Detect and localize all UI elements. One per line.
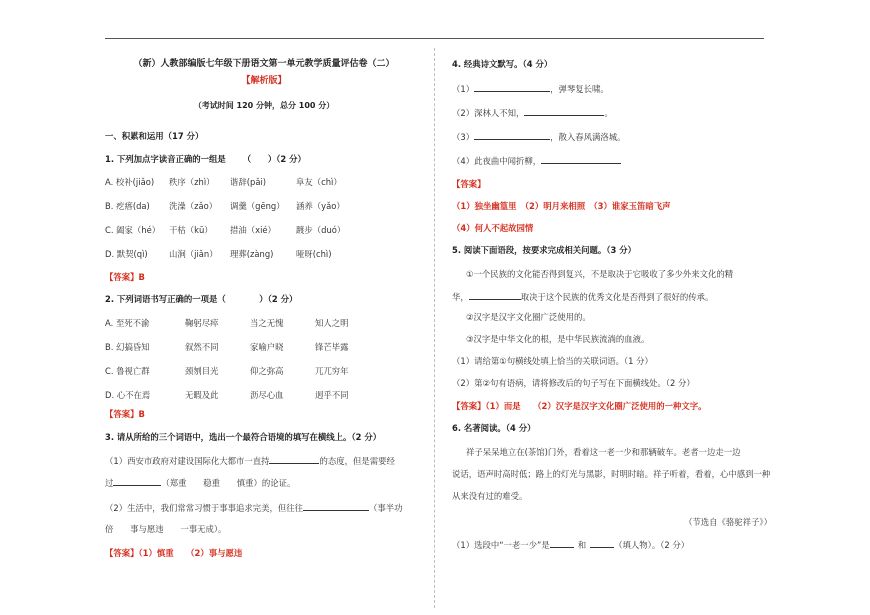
q6-para1: 祥子呆呆地立在(茶馆)门外，看着这一老一少和那辆破车。老者一边走一边 xyxy=(466,447,741,457)
q6-sub1-and: 和 xyxy=(577,540,587,550)
q1-option-b2: 洗澡（zǎo） xyxy=(169,201,218,211)
q4-l2-end: 。 xyxy=(604,108,613,118)
q3-part2 xyxy=(105,501,402,514)
q4-line4 xyxy=(452,154,621,167)
q6-source: （节选自《骆驼祥子》） xyxy=(684,517,772,527)
q3-blank-3[interactable] xyxy=(303,501,369,511)
q3-p1-options: （郑重 稳重 慎重）的论证。 xyxy=(161,478,296,488)
column-divider xyxy=(434,48,435,608)
q1-options xyxy=(105,176,423,276)
q1-option-d3: 理葬(zàng) xyxy=(230,249,274,259)
q1-option-d2: 山涧（jiǎn） xyxy=(169,249,218,259)
q4-l1-prefix: （1） xyxy=(452,84,475,94)
q3-answer xyxy=(105,547,242,559)
q1-option-b3: 调羹（gēng） xyxy=(230,201,285,211)
q6-para3: 从来没有过的难受。 xyxy=(452,491,528,501)
q4-answer-label: 【答案】 xyxy=(452,179,486,189)
q2-option-a: A. 至死不渝 xyxy=(105,318,150,328)
q6-blank-2[interactable] xyxy=(590,538,614,548)
q4-blank-4[interactable] xyxy=(541,154,621,164)
exam-info: （考试时间 120 分钟，总分 100 分） xyxy=(193,101,335,110)
q2-option-c: C. 鲁视亡群 xyxy=(105,366,150,376)
q4-l4-text: （4）此夜曲中闻折柳， xyxy=(452,156,542,166)
q3-answer-text: （1）慎重 （2）事与愿违 xyxy=(138,548,243,558)
q3-p1-text2: 的态度，但是需要经 xyxy=(319,456,395,466)
q3-part1 xyxy=(105,454,395,467)
q4-answer-line2: （4）何人不起故园情 xyxy=(452,223,534,233)
q6-sub1-end: （填人物）。（2 分） xyxy=(614,540,690,550)
q4-l2-text: （2）深林人不知， xyxy=(452,108,525,118)
q1-option-c2: 干枯（kū） xyxy=(169,225,213,235)
q5-para1: ①一个民族的文化能否得到复兴，不是取决于它吸收了多少外来文化的精 xyxy=(466,269,734,279)
q2-option-b4: 锋芒毕露 xyxy=(315,342,349,352)
q2-answer: 【答案】B xyxy=(105,409,145,419)
q3-answer-label: 【答案】 xyxy=(105,548,139,558)
q4-answer-line1: （1）独坐幽篁里 （2）明月来相照 （3）谁家玉笛暗飞声 xyxy=(452,201,671,211)
question-1-stem xyxy=(105,153,306,165)
q4-line3 xyxy=(452,130,625,143)
q5-p2-text: 取决于这个民族的优秀文化是否得到了很好的传承。 xyxy=(520,292,714,302)
q2-option-c4: 兀兀穷年 xyxy=(315,366,349,376)
q2-option-c3: 仰之弥高 xyxy=(250,366,284,376)
q1-option-b4: 涵养（yǎo） xyxy=(296,201,345,211)
q5-para2: ②汉字是汉字文化圈广泛使用的。 xyxy=(466,312,591,322)
q6-sub1 xyxy=(452,538,689,551)
q6-para2: 说话，语声时高时低；路上的灯光与黑影，时明时暗。祥子听着，看着，心中感到一种 xyxy=(452,469,771,479)
q4-l1-text: ，弹琴复长啸。 xyxy=(550,84,609,94)
q2-option-d2: 无暇及此 xyxy=(185,390,219,400)
q3-p1-text: （1）西安市政府对建设国际化大都市一直持 xyxy=(105,456,270,466)
q5-para3: ③汉字是中华文化的根，是中华民族流淌的血液。 xyxy=(466,334,650,344)
q3-part1-cont xyxy=(105,476,295,489)
q4-l3-prefix: （3） xyxy=(452,132,475,142)
q1-option-d4: 哑呀(chì) xyxy=(296,249,332,259)
q4-line1 xyxy=(452,82,609,95)
page-subtitle: 【解析版】 xyxy=(241,76,287,86)
q5-blank-1[interactable] xyxy=(469,290,521,300)
q1-option-a3: 谐辞(pǎi) xyxy=(230,177,267,187)
q4-blank-1[interactable] xyxy=(474,82,550,92)
q2-option-a3: 当之无愧 xyxy=(250,318,284,328)
q1-option-a4: 阜友（chì） xyxy=(296,177,342,187)
q2-option-d3: 沥尽心血 xyxy=(250,390,284,400)
q5-answer-label: 【答案】 xyxy=(452,401,486,411)
q1-paren: （ ）（2 分） xyxy=(242,154,306,164)
q2-option-b2: 叙然不同 xyxy=(185,342,219,352)
q2-option-a4: 知人之明 xyxy=(315,318,349,328)
q2-option-a2: 鞠躬尽瘁 xyxy=(185,318,219,328)
q2-option-d4: 迥乎不同 xyxy=(315,390,349,400)
q2-option-b: B. 幻搞昏知 xyxy=(105,342,150,352)
q4-blank-2[interactable] xyxy=(524,106,604,116)
q5-answer xyxy=(452,400,707,412)
q5-para1-cont xyxy=(452,290,713,303)
q3-p1-text3: 过 xyxy=(105,478,114,488)
q4-blank-3[interactable] xyxy=(474,130,550,140)
q1-answer: 【答案】B xyxy=(105,272,145,282)
top-rule xyxy=(105,38,764,39)
q3-blank-2[interactable] xyxy=(113,476,161,486)
q1-option-c3: 措油（xié） xyxy=(230,225,276,235)
q2-options xyxy=(105,317,423,417)
q5-sub1: （1）请给第①句横线处填上恰当的关联词语。（1 分） xyxy=(452,356,653,366)
section-heading: 一、积累和运用（17 分） xyxy=(105,131,204,141)
q1-text: 1. 下列加点字读音正确的一组是 xyxy=(105,154,226,164)
q3-p2-text: （2）生活中，我们常常习惯于事事追求完美，但往往 xyxy=(105,503,303,513)
q2-option-c2: 颈刎目光 xyxy=(185,366,219,376)
q3-p2-text2: （事半功 xyxy=(368,503,403,513)
question-3-stem: 3. 请从所给的三个词语中，选出一个最符合语境的填写在横线上。（2 分） xyxy=(105,432,382,442)
q1-option-c4: 踱步（duó） xyxy=(296,225,346,235)
q2-option-b3: 家喻户晓 xyxy=(250,342,284,352)
q3-part2-opts: 倍 事与愿违 一事无成）。 xyxy=(105,524,227,534)
q5-p2-start: 华， xyxy=(452,292,469,302)
q4-line2 xyxy=(452,106,613,119)
question-2-stem: 2. 下列词语书写正确的一项是（ ）（2 分） xyxy=(105,294,298,304)
q5-sub2: （2）第②句有语病，请将修改后的句子写在下面横线处。（2 分） xyxy=(452,378,695,388)
question-6-stem: 6. 名著阅读。（4 分） xyxy=(452,423,536,433)
q2-option-d: D. 心不在焉 xyxy=(105,390,151,400)
question-5-stem: 5. 阅读下面语段，按要求完成相关问题。（3 分） xyxy=(452,245,636,255)
q6-blank-1[interactable] xyxy=(550,538,574,548)
q5-answer-text: （1）而是 （2）汉字是汉字文化圈广泛使用的一种文字。 xyxy=(485,401,707,411)
q6-sub1-text: （1）选段中“一老一少”是 xyxy=(452,540,550,550)
q3-blank-1[interactable] xyxy=(269,454,319,464)
q1-option-b: B. 疙瘩(da) xyxy=(105,201,150,211)
q1-option-c: C. 阖家（hé） xyxy=(105,225,161,235)
q1-option-d: D. 默契(qì) xyxy=(105,249,148,259)
question-4-stem: 4. 经典诗文默写。（4 分） xyxy=(452,59,553,69)
q4-l3-text: ，散入春风满洛城。 xyxy=(550,132,626,142)
page-title: （新）人教部编版七年级下册语文第一单元教学质量评估卷（二） xyxy=(133,59,395,69)
q1-option-a: A. 校补(jiǎo) xyxy=(105,177,155,187)
q1-option-a2: 秩序（zhì） xyxy=(169,177,215,187)
